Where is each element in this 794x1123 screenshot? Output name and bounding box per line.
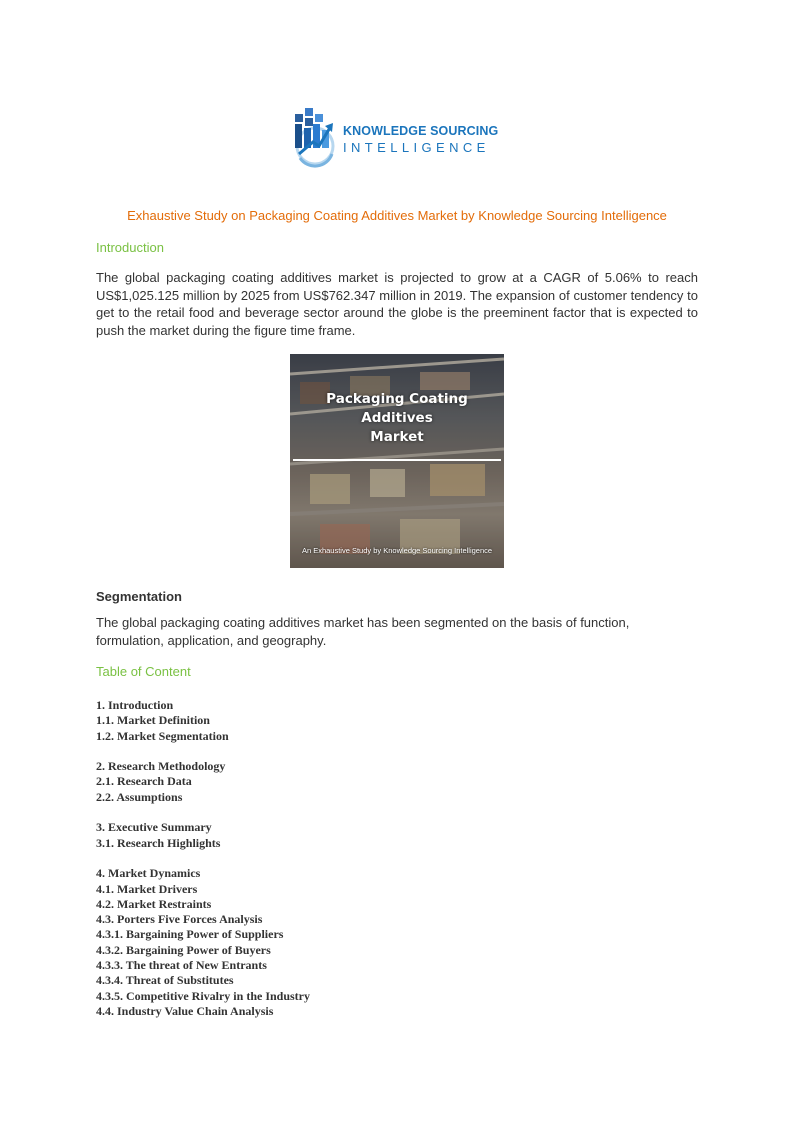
cover-title-line-2: Market <box>370 429 424 445</box>
introduction-heading: Introduction <box>96 240 164 255</box>
market-cover-image <box>290 354 504 568</box>
toc-item: 4.1. Market Drivers <box>96 881 198 896</box>
toc-group <box>96 698 310 744</box>
toc-item: 2.1. Research Data <box>96 774 192 789</box>
segmentation-paragraph: The global packaging coating additives market has been segmented on the basis of function, formulation, application, and geography. <box>96 615 630 648</box>
toc-item: 2.2. Assumptions <box>96 789 183 804</box>
logo-text <box>343 124 498 156</box>
logo-line-1: KNOWLEDGE SOURCING <box>343 124 499 138</box>
bar-graph-arrow-globe-icon <box>290 104 342 168</box>
table-of-contents <box>96 698 310 1035</box>
toc-item: 1.1. Market Definition <box>96 713 210 728</box>
toc-item: 3.1. Research Highlights <box>96 835 221 850</box>
toc-item: 1. Introduction <box>96 698 174 712</box>
toc-item: 4.3.5. Competitive Rivalry in the Industry <box>96 988 310 1003</box>
document-title: Exhaustive Study on Packaging Coating Additives Market by Knowledge Sourcing Intelligence <box>127 208 667 223</box>
cover-title <box>290 390 504 447</box>
logo-line-2: INTELLIGENCE <box>343 140 490 155</box>
toc-group <box>96 866 310 1019</box>
toc-item: 4.3.2. Bargaining Power of Buyers <box>96 942 271 957</box>
toc-item: 4.2. Market Restraints <box>96 896 212 911</box>
toc-item: 4.3.1. Bargaining Power of Suppliers <box>96 927 284 942</box>
toc-item: 4. Market Dynamics <box>96 866 201 881</box>
toc-item: 4.3. Porters Five Forces Analysis <box>96 912 263 927</box>
company-logo <box>290 104 510 168</box>
cover-subtitle: An Exhaustive Study by Knowledge Sourcing Intelligence <box>301 546 493 555</box>
cover-divider <box>293 459 501 461</box>
toc-item: 2. Research Methodology <box>96 759 226 774</box>
cover-title-line-1: Packaging Coating Additives <box>326 391 468 426</box>
toc-item: 4.3.4. Threat of Substitutes <box>96 973 234 988</box>
toc-item: 4.3.3. The threat of New Entrants <box>96 958 267 973</box>
toc-heading: Table of Content <box>96 664 191 679</box>
toc-item: 3. Executive Summary <box>96 820 212 835</box>
toc-group <box>96 820 310 851</box>
introduction-paragraph: The global packaging coating additives market is projected to grow at a CAGR of 5.06% to reach US$1,025.125 million by 2025 from US$762.347 million in 2019. The expansion of customer tendency to get to the retail food and beverage sector around the globe is the preeminent factor that is expected to push the market during the figure time frame. <box>96 270 698 338</box>
toc-item: 1.2. Market Segmentation <box>96 728 229 743</box>
toc-item: 4.4. Industry Value Chain Analysis <box>96 1003 274 1018</box>
toc-group <box>96 759 310 805</box>
segmentation-heading: Segmentation <box>96 589 182 604</box>
supermarket-shelves-photo <box>290 354 504 568</box>
